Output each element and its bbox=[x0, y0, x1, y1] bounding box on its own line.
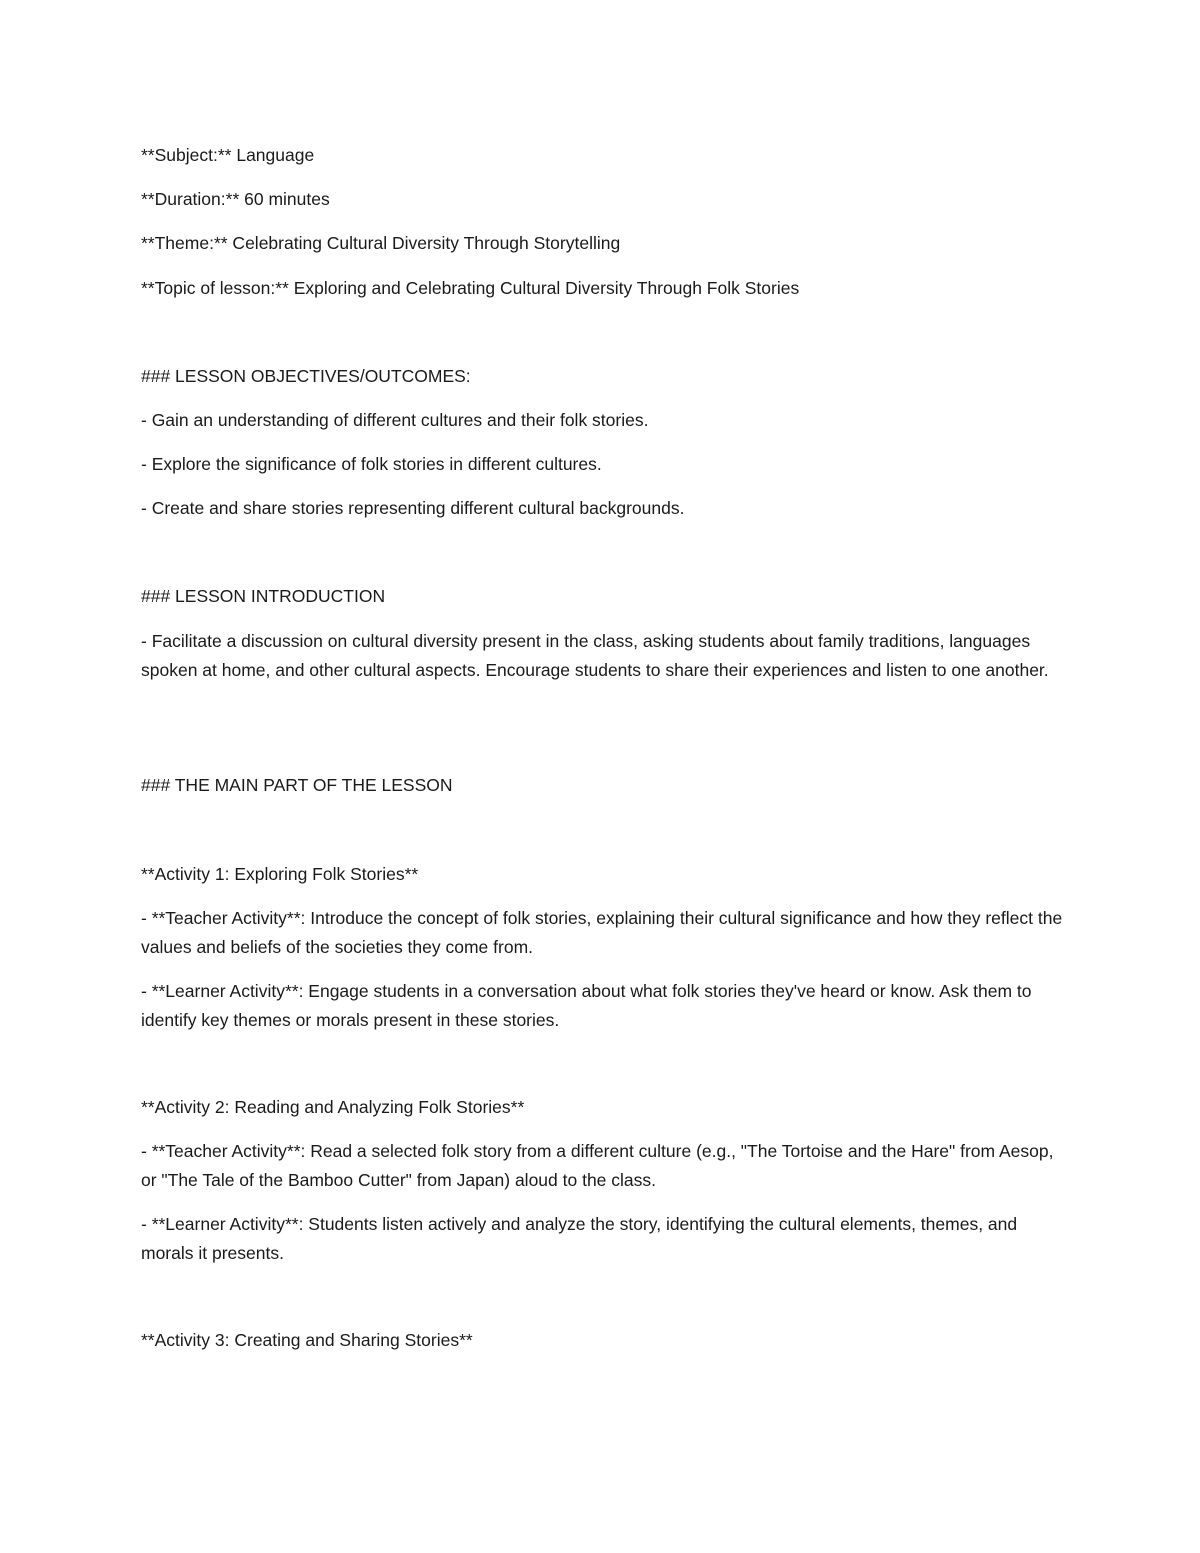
teacher-activity: - **Teacher Activity**: Introduce the concept of folk stories, explaining their cultural significance and how they reflect the values and beliefs of the societies they come from. bbox=[141, 908, 1063, 957]
subject-line: **Subject:** Language bbox=[141, 145, 315, 165]
theme-line: **Theme:** Celebrating Cultural Diversity Through Storytelling bbox=[141, 233, 621, 253]
introduction-heading: ### LESSON INTRODUCTION bbox=[141, 586, 386, 606]
activity-title: **Activity 1: Exploring Folk Stories** bbox=[141, 864, 419, 884]
activity-title: **Activity 3: Creating and Sharing Stories** bbox=[141, 1330, 473, 1350]
activity-title: **Activity 2: Reading and Analyzing Folk Stories** bbox=[141, 1097, 525, 1117]
objective-item: - Explore the significance of folk stories in different cultures. bbox=[141, 454, 602, 474]
duration-line: **Duration:** 60 minutes bbox=[141, 189, 330, 209]
objective-item: - Create and share stories representing different cultural backgrounds. bbox=[141, 498, 685, 518]
introduction-text: - Facilitate a discussion on cultural diversity present in the class, asking students about family traditions, languages spoken at home, and other cultural aspects. Encourage students to share their experiences and listen to one another. bbox=[141, 631, 1049, 680]
learner-activity: - **Learner Activity**: Students listen actively and analyze the story, identifying the cultural elements, themes, and morals it presents. bbox=[141, 1214, 1018, 1263]
topic-line: **Topic of lesson:** Exploring and Celebrating Cultural Diversity Through Folk Stories bbox=[141, 278, 800, 298]
learner-activity: - **Learner Activity**: Engage students in a conversation about what folk stories they've heard or know. Ask them to identify key themes or morals present in these stories. bbox=[141, 981, 1032, 1030]
teacher-activity: - **Teacher Activity**: Read a selected folk story from a different culture (e.g., "The Tortoise and the Hare" from Aesop, or "The Tale of the Bamboo Cutter" from Japan) aloud to the class. bbox=[141, 1141, 1054, 1190]
objectives-heading: ### LESSON OBJECTIVES/OUTCOMES: bbox=[141, 366, 471, 386]
main-heading: ### THE MAIN PART OF THE LESSON bbox=[141, 775, 453, 795]
objective-item: - Gain an understanding of different cultures and their folk stories. bbox=[141, 410, 649, 430]
